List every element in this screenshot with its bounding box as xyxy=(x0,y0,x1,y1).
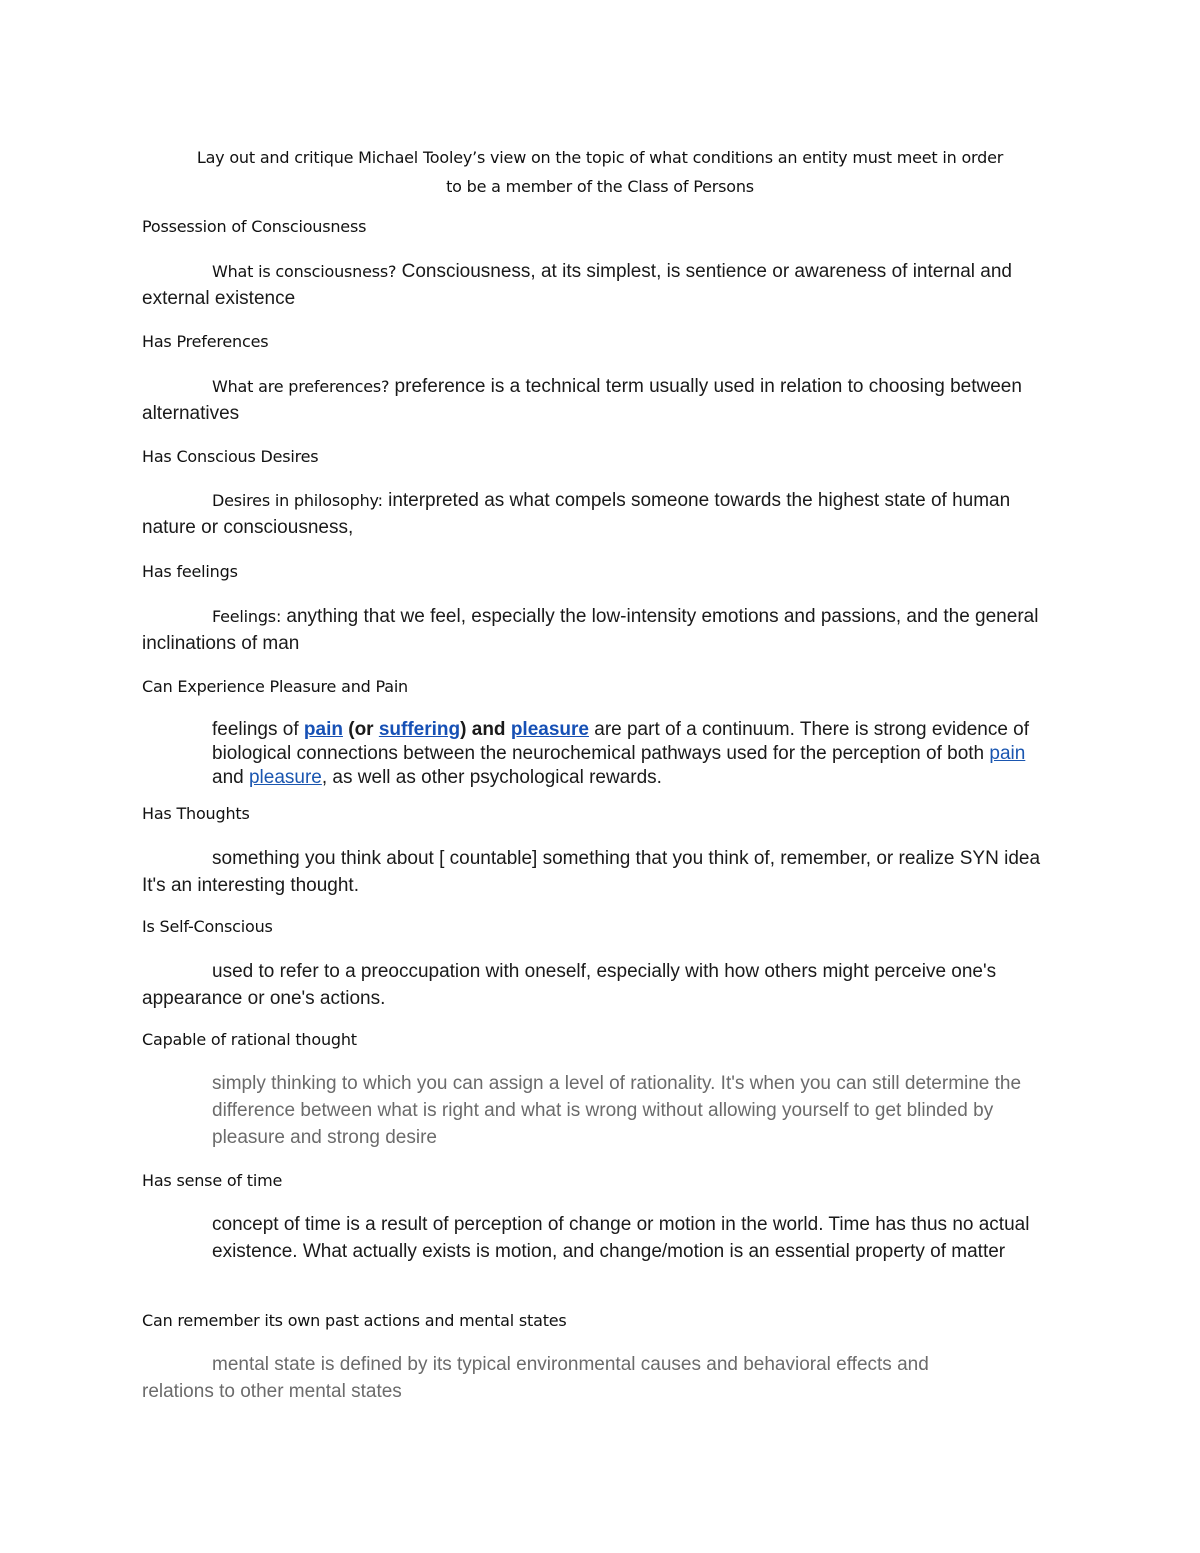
para-self-conscious: used to refer to a preoccupation with oneself, especially with how others might perceive one's appearance or one's actions. xyxy=(142,961,997,1009)
link-pain[interactable]: pain xyxy=(989,743,1026,764)
pp-text-5: and xyxy=(212,767,249,788)
para-sense-of-time: concept of time is a result of perception of change or motion in the world. Time has thus no actual existence. What actually exists is motion, and change/motion is an essential property of matter xyxy=(212,1214,1030,1262)
text-consciousness: Consciousness, at its simplest, is sentience or awareness of internal and external existence xyxy=(142,261,1013,309)
lead-preferences: What are preferences? xyxy=(212,377,390,396)
pp-text-1: feelings of xyxy=(212,719,304,740)
para-rational-thought: simply thinking to which you can assign a level of rationality. It's when you can still determine the difference between what is right and what is wrong without allowing yourself to get blinded by pleasure and strong desire xyxy=(212,1073,1022,1148)
para-desires xyxy=(142,487,1062,541)
heading-desires: Has Conscious Desires xyxy=(142,447,319,466)
para-past-actions: mental state is defined by its typical environmental causes and behavioral effects and relations to other mental states xyxy=(142,1354,929,1402)
pp-text-6: , as well as other psychological rewards. xyxy=(321,767,662,788)
link-pleasure[interactable]: pleasure xyxy=(248,767,322,788)
link-suffering[interactable]: suffering xyxy=(378,719,461,740)
heading-consciousness: Possession of Consciousness xyxy=(142,217,367,236)
lead-desires: Desires in philosophy: xyxy=(212,491,383,510)
text-preferences: preference is a technical term usually used in relation to choosing between alternatives xyxy=(142,376,1022,424)
para-consciousness xyxy=(142,258,1062,312)
link-pleasure-bold[interactable]: pleasure xyxy=(510,719,589,740)
para-preferences xyxy=(142,373,1062,427)
text-desires: interpreted as what compels someone towards the highest state of human nature or consciousness, xyxy=(142,490,1011,538)
heading-pleasure-pain: Can Experience Pleasure and Pain xyxy=(142,677,408,696)
para-thoughts: something you think about [ countable] something that you think of, remember, or realize SYN idea It's an interesting thought. xyxy=(142,848,1041,896)
lead-consciousness: What is consciousness? xyxy=(212,262,397,281)
text-feelings: anything that we feel, especially the low-intensity emotions and passions, and the general inclinations of man xyxy=(142,606,1039,654)
pp-text-4: are part of a continuum. There is strong evidence of biological connections between the neurochemical pathways used for the perception of both xyxy=(212,719,1030,764)
heading-self-conscious: Is Self-Conscious xyxy=(142,917,273,936)
heading-preferences: Has Preferences xyxy=(142,332,269,351)
document-title xyxy=(140,143,1060,201)
pp-text-2: (or xyxy=(342,719,379,740)
link-pain-bold[interactable]: pain xyxy=(303,719,343,740)
heading-sense-of-time: Has sense of time xyxy=(142,1171,283,1190)
heading-rational-thought: Capable of rational thought xyxy=(142,1030,357,1049)
pp-text-3: ) and xyxy=(460,719,511,740)
para-pleasure-pain xyxy=(212,718,1062,790)
para-feelings xyxy=(142,603,1062,657)
heading-feelings: Has feelings xyxy=(142,562,238,581)
heading-past-actions: Can remember its own past actions and mental states xyxy=(142,1311,567,1330)
lead-feelings: Feelings: xyxy=(212,607,282,626)
title-line-1: Lay out and critique Michael Tooley’s view on the topic of what conditions an entity must meet in order xyxy=(196,148,1004,167)
heading-thoughts: Has Thoughts xyxy=(142,804,250,823)
title-line-2: to be a member of the Class of Persons xyxy=(446,177,754,196)
